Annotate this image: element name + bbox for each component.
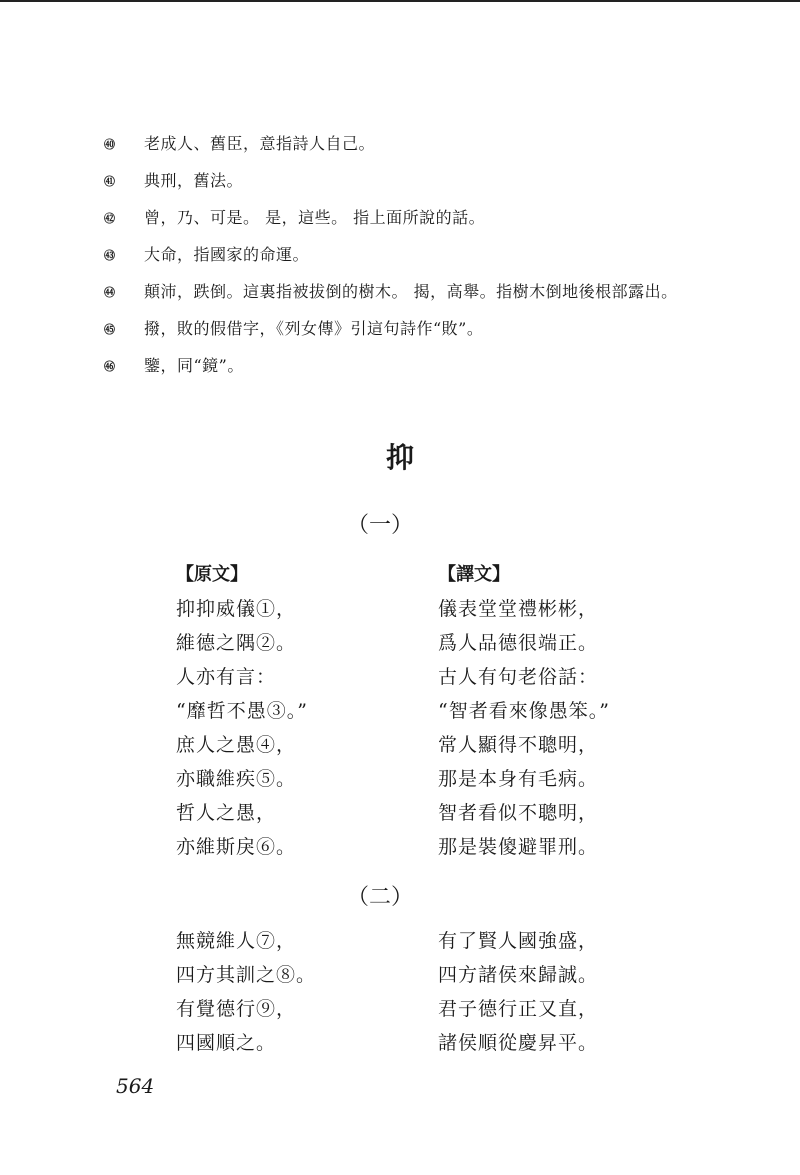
original-text-column <box>176 924 316 1060</box>
note-number: ㊻ <box>104 360 115 373</box>
translation-line: 常人顯得不聰明， <box>438 734 599 756</box>
original-line: 亦維斯戾⑥。 <box>176 836 297 858</box>
section-label: （一） <box>346 513 413 538</box>
translation-line: 君子德行正又直， <box>438 998 599 1020</box>
original-line: 無競維人⑦， <box>176 930 297 952</box>
original-line: 人亦有言： <box>176 666 277 688</box>
original-line: 亦職維疾⑤。 <box>176 768 297 790</box>
translation-column <box>438 558 610 864</box>
translation-line: 四方諸侯來歸誠。 <box>438 964 599 986</box>
top-border <box>0 0 800 2</box>
note-item <box>104 348 684 385</box>
translation-line: 那是本身有毛病。 <box>438 768 599 790</box>
original-line: 庶人之愚④， <box>176 734 297 756</box>
note-number: ㊹ <box>104 286 115 299</box>
note-item <box>104 126 684 163</box>
translation-header: 【譯文】 <box>438 564 510 585</box>
note-number: ㊺ <box>104 323 115 336</box>
original-header: 【原文】 <box>176 564 248 585</box>
section-label: （二） <box>346 885 413 910</box>
note-item <box>104 311 684 348</box>
note-item <box>104 163 684 200</box>
note-number: ㊵ <box>104 138 115 151</box>
original-line: 有覺德行⑨， <box>176 998 297 1020</box>
note-text: 老成人、舊臣，意指詩人自己。 <box>144 134 376 153</box>
page-number: 564 <box>116 1074 155 1098</box>
translation-column <box>438 924 598 1060</box>
poem-title: 抑 <box>385 441 414 474</box>
note-text: 典刑，舊法。 <box>144 171 244 190</box>
translation-line: 那是裝傻避罪刑。 <box>438 836 599 858</box>
note-text: 大命，指國家的命運。 <box>144 245 310 264</box>
original-line: “靡哲不愚③。” <box>176 700 308 722</box>
note-number: ㊸ <box>104 249 115 262</box>
note-text: 曾，乃、可是。 是，這些。 指上面所說的話。 <box>144 208 486 227</box>
translation-line: 古人有句老俗話： <box>438 666 599 688</box>
original-line: 四國順之。 <box>176 1032 277 1054</box>
note-item <box>104 274 684 311</box>
original-text-column <box>176 558 308 864</box>
note-text: 鑒，同“鏡”。 <box>144 356 244 375</box>
note-number: ㊶ <box>104 175 115 188</box>
translation-line: 諸侯順從慶昇平。 <box>438 1032 599 1054</box>
note-number: ㊷ <box>104 212 115 225</box>
original-line: 維德之隅②。 <box>176 632 297 654</box>
translation-line: 爲人品德很端正。 <box>438 632 599 654</box>
note-item <box>104 200 684 237</box>
original-line: 四方其訓之⑧。 <box>176 964 317 986</box>
translation-line: 智者看似不聰明， <box>438 802 599 824</box>
translation-line: “智者看來像愚笨。” <box>438 700 610 722</box>
note-item <box>104 237 684 274</box>
original-line: 哲人之愚， <box>176 802 277 824</box>
translation-line: 有了賢人國強盛， <box>438 930 599 952</box>
note-text: 顛沛，跌倒。這裏指被拔倒的樹木。 揭，高舉。指樹木倒地後根部露出。 <box>144 282 678 301</box>
original-line: 抑抑威儀①， <box>176 598 297 620</box>
translation-line: 儀表堂堂禮彬彬， <box>438 598 599 620</box>
notes-list <box>104 126 684 385</box>
note-text: 撥，敗的假借字，《列女傳》引這句詩作“敗”。 <box>144 319 484 338</box>
